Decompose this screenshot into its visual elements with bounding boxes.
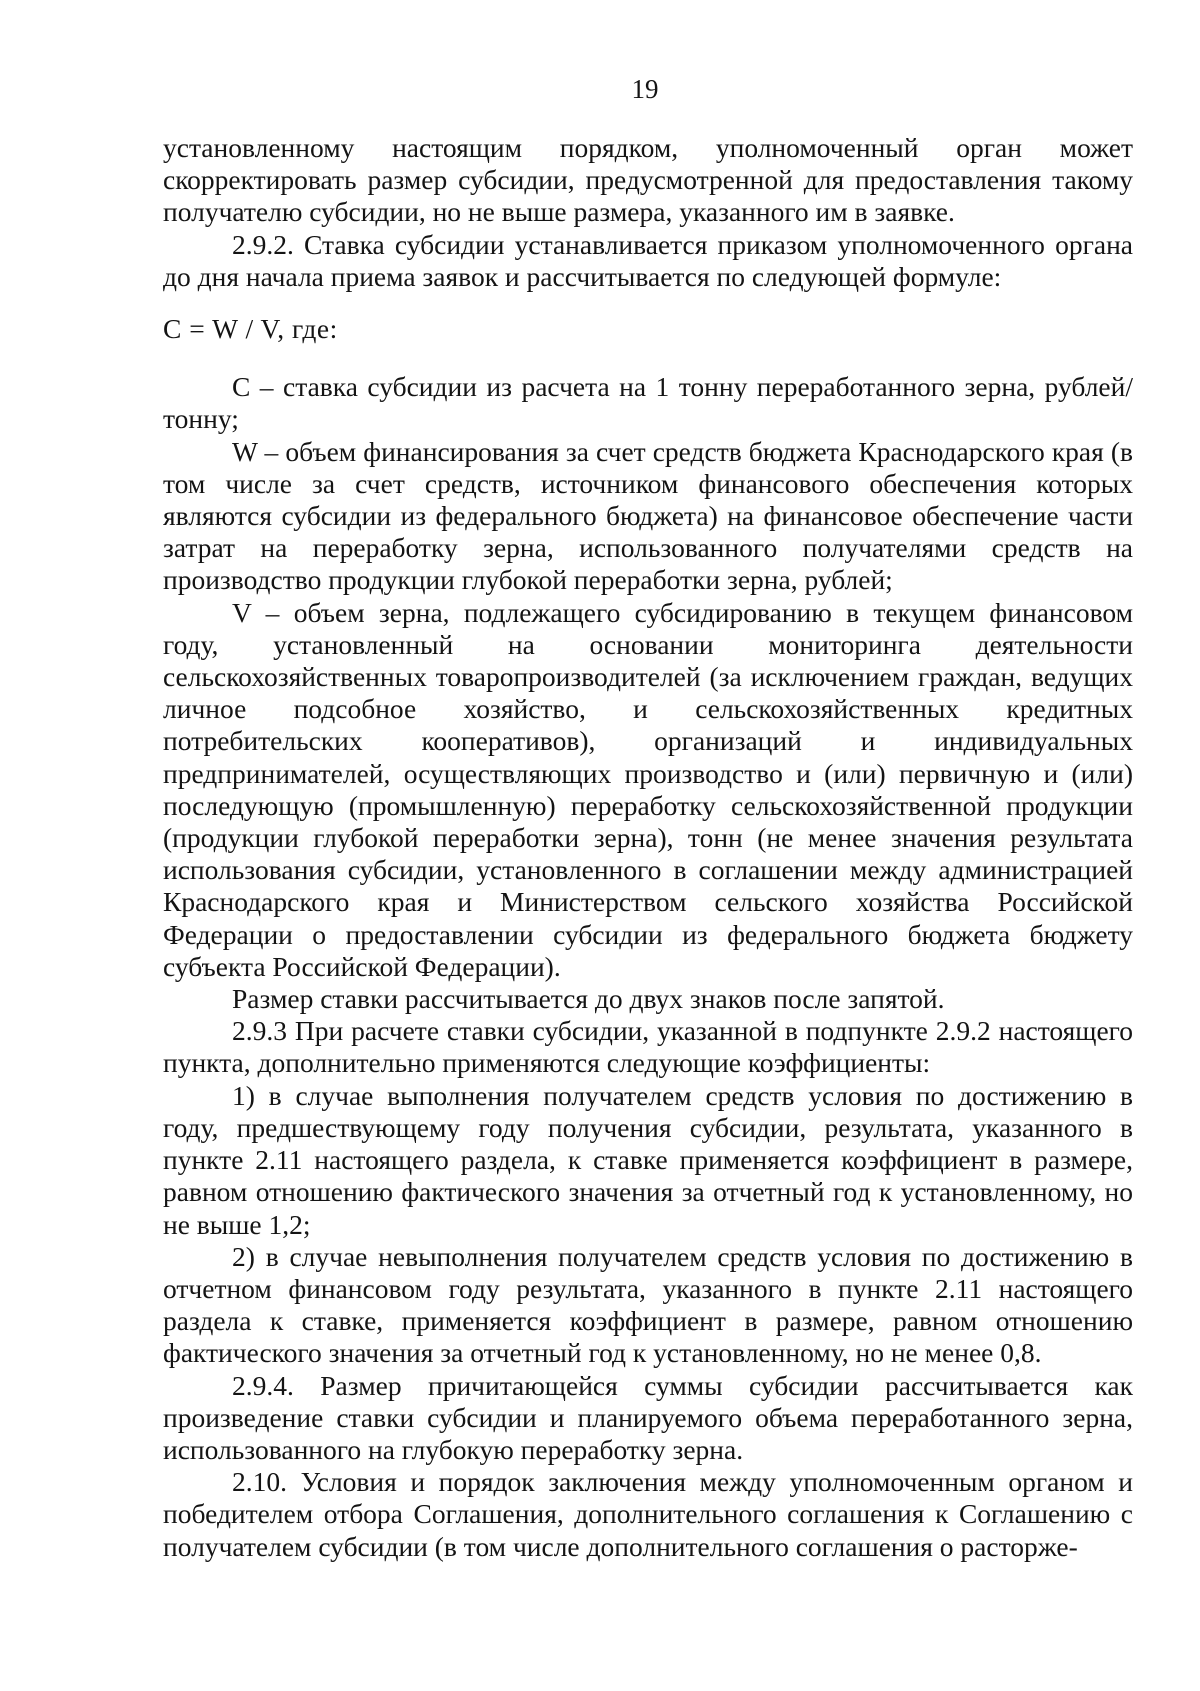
- definition-c: C – ставка субсидии из расчета на 1 тонну переработанного зерна, рублей/тонну;: [163, 371, 1133, 435]
- page-number: 19: [631, 74, 659, 104]
- formula: C = W / V, где:: [163, 313, 338, 345]
- paragraph-2-10: 2.10. Условия и порядок заключения между уполномоченным органом и победителем отбора Соглашения, дополнительного соглашения к Соглашению с получателем субсидии (в том числе дополнительного соглашения о расторже-: [163, 1466, 1133, 1562]
- paragraph-2-9-3: 2.9.3 При расчете ставки субсидии, указанной в подпункте 2.9.2 настоящего пункта, дополнительно применяются следующие коэффициенты:: [163, 1015, 1133, 1079]
- definition-w: W – объем финансирования за счет средств бюджета Краснодарского края (в том числе за счет средств, источником финансового обеспечения которых являются субсидии из федерального бюджета) на финансовое обеспечение части затрат на переработку зерна, использованного получателями средств на производство продукции глубокой переработки зерна, рублей;: [163, 435, 1133, 596]
- paragraph-2-9-2: 2.9.2. Ставка субсидии устанавливается приказом уполномоченного органа до дня начала приема заявок и рассчитывается по следующей формуле:: [163, 228, 1133, 292]
- paragraph-2-9-4: 2.9.4. Размер причитающейся суммы субсидии рассчитывается как произведение ставки субсидии и планируемого объема переработанного зерна, использованного на глубокую переработку зерна.: [163, 1369, 1133, 1465]
- paragraph-2-9-3-item-1: 1) в случае выполнения получателем средств условия по достижению в году, предшествующему году получения субсидии, результата, указанного в пункте 2.11 настоящего раздела, к ставке применяется коэффициент в размере, равном отношению фактического значения за отчетный год к установленному, но не выше 1,2;: [163, 1079, 1133, 1240]
- paragraph-2-9-3-item-2: 2) в случае невыполнения получателем средств условия по достижению в отчетном финансовом году результата, указанного в пункте 2.11 настоящего раздела к ставке, применяется коэффициент в размере, равном отношению фактического значения за отчетный год к установленному, но не менее 0,8.: [163, 1240, 1133, 1369]
- document-body: [163, 132, 1133, 1563]
- paragraph-rate-precision: Размер ставки рассчитывается до двух знаков после запятой.: [232, 983, 945, 1015]
- paragraph-continuation: установленному настоящим порядком, уполномоченный орган может скорректировать размер субсидии, предусмотренной для предоставления такому получателю субсидии, но не выше размера, указанного им в заявке.: [163, 132, 1133, 228]
- definition-v: V – объем зерна, подлежащего субсидированию в текущем финансовом году, установленный на основании мониторинга деятельности сельскохозяйственных товаропроизводителей (за исключением граждан, ведущих личное подсобное хозяйство, и сельскохозяйственных кредитных потребительских кооперативов), организаций и индивидуальных предпринимателей, осуществляющих производство и (или) первичную и (или) последующую (промышленную) переработку сельскохозяйственной продукции (продукции глубокой переработки зерна), тонн (не менее значения результата использования субсидии, установленного в соглашении между администрацией Краснодарского края и Министерством сельского хозяйства Российской Федерации о предоставлении субсидии из федерального бюджета бюджету субъекта Российской Федерации).: [163, 596, 1133, 982]
